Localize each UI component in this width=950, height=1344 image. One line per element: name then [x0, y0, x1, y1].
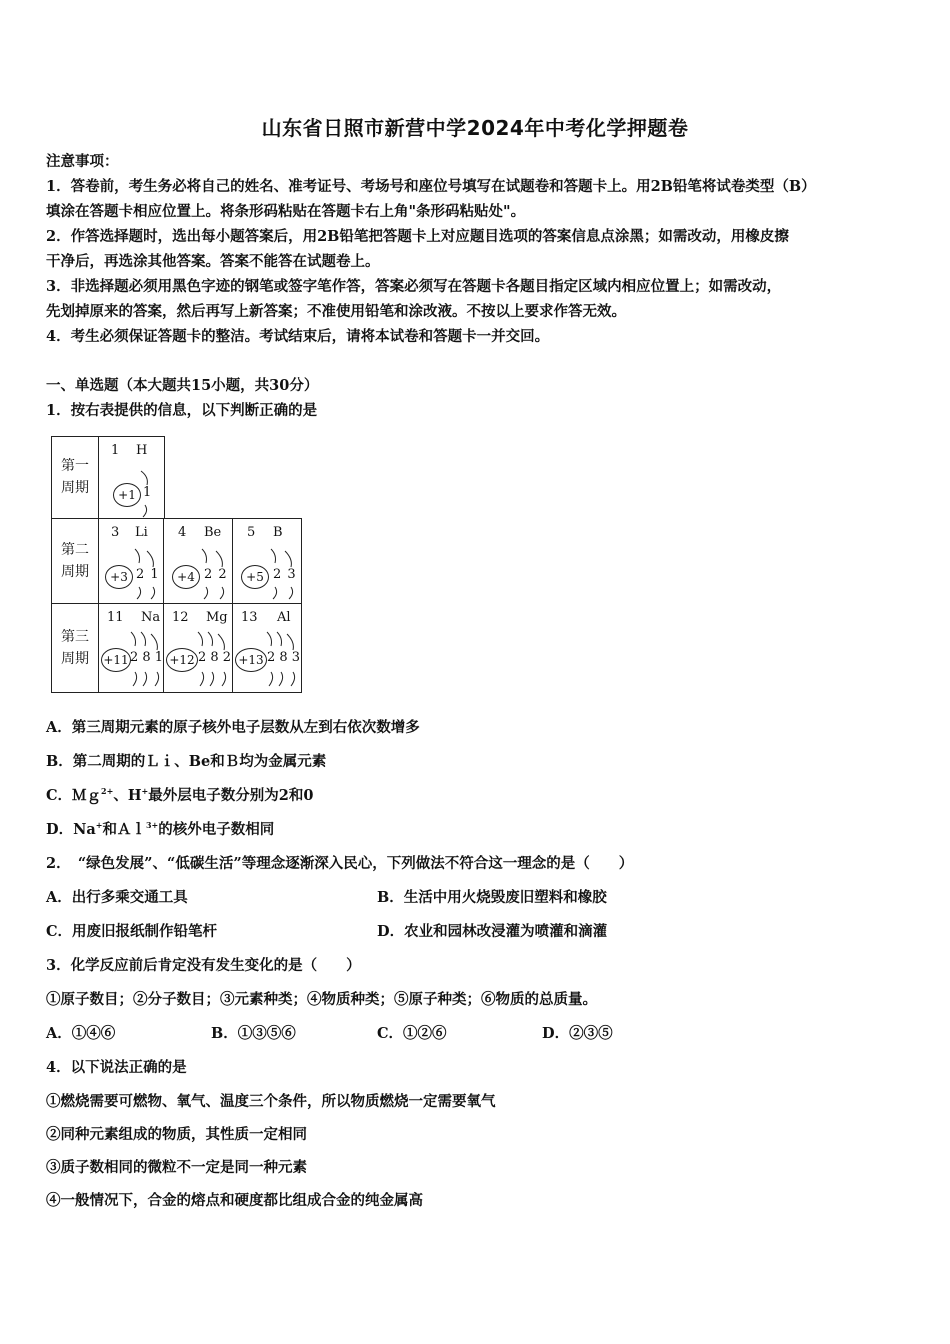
q2-option-b: B．生活中用火烧毁废旧塑料和橡胶: [377, 889, 607, 906]
question-3-items: ①原子数目；②分子数目；③元素种类；④物质种类；⑤原子种类；⑥物质的总质量。: [46, 991, 597, 1008]
electron-shells: 2 2: [204, 567, 228, 582]
element-symbol: Be: [204, 525, 222, 540]
element-cell-be: [163, 518, 234, 605]
q1-option-c: [46, 786, 313, 806]
notes-line: 填涂在答题卡相应位置上。将条形码粘贴在答题卡右上角"条形码粘贴处"。: [46, 203, 526, 220]
q2-option-d: D．农业和园林改浸灌为喷灌和滴灌: [377, 923, 608, 940]
option-text: 和Ａｌ: [102, 821, 146, 838]
element-cell-b: [232, 518, 302, 605]
q3-option-c: C．①②⑥: [377, 1025, 447, 1042]
element-cell-na: [98, 603, 165, 693]
notes-line: 1．答卷前，考生务必将自己的姓名、准考证号、考场号和座位号填写在试题卷和答题卡上。用2B铅笔将试卷类型（B）: [46, 178, 816, 195]
q1-option-a: A．第三周期元素的原子核外电子层数从左到右依次数增多: [46, 719, 420, 736]
electron-shells: 2 1: [136, 567, 160, 582]
q1-option-d: [46, 820, 274, 840]
period-label-cell: [51, 603, 100, 693]
electron-shell-arcs: [263, 628, 301, 690]
superscript: 3+: [145, 820, 159, 830]
element-cell-al: [232, 603, 302, 693]
superscript: +: [95, 820, 103, 830]
nucleus-charge: +1: [118, 488, 136, 502]
electron-shells: 2 3: [273, 567, 297, 582]
question-4-item: ④一般情况下，合金的熔点和硬度都比组成合金的纯金属高: [46, 1192, 423, 1209]
superscript: +: [141, 786, 149, 796]
question-4-stem: 4．以下说法正确的是: [46, 1059, 187, 1076]
question-4-item: ②同种元素组成的物质，其性质一定相同: [46, 1126, 307, 1143]
atomic-number: 12: [172, 610, 189, 625]
q2-option-c: C．用废旧报纸制作铅笔杆: [46, 923, 218, 940]
period-label: 第一 周期: [61, 458, 89, 496]
element-symbol: B: [273, 525, 283, 540]
exam-title: 山东省日照市新营中学2024年中考化学押题卷: [261, 116, 689, 140]
nucleus-charge: +13: [238, 653, 264, 667]
nucleus-charge: +5: [246, 570, 264, 584]
atomic-number: 1: [111, 443, 120, 458]
period-label: 第三 周期: [61, 629, 89, 667]
nucleus-circle: [105, 565, 133, 589]
electron-shell-arcs: [194, 628, 234, 690]
section-heading: 一、单选题（本大题共15小题，共30分）: [46, 377, 319, 394]
electron-shell-arcs: [267, 545, 299, 603]
element-symbol: Li: [135, 525, 148, 540]
notes-line: 4．考生必须保证答题卡的整洁。考试结束后，请将本试卷和答题卡一并交回。: [46, 328, 550, 345]
electron-shells: 1: [143, 485, 153, 500]
electron-shells: 2 8 3: [267, 650, 301, 665]
atomic-number: 4: [178, 525, 187, 540]
question-1-stem: 1．按右表提供的信息，以下判断正确的是: [46, 402, 318, 419]
notes-heading: 注意事项：: [46, 153, 119, 170]
electron-shells: 2 8 2: [198, 650, 232, 665]
element-symbol: Na: [141, 610, 161, 625]
question-2-stem: 2． “绿色发展”、“低碳生活”等理念逐渐深入民心，下列做法不符合这一理念的是（ ）: [46, 855, 634, 872]
element-symbol: H: [136, 443, 148, 458]
option-text: 的核外电子数相同: [158, 821, 275, 838]
electron-shell-arcs: [127, 628, 165, 690]
notes-line: 3．非选择题必须用黑色字迹的钢笔或签字笔作答，答案必须写在答题卡各题目指定区域内相应位置上；如需改动，: [46, 278, 782, 295]
superscript: 2+: [101, 786, 114, 796]
atomic-number: 5: [247, 525, 256, 540]
q3-option-d: D．②③⑤: [542, 1025, 613, 1042]
option-text: C．Ｍｇ: [46, 787, 102, 804]
option-text: 最外层电子数分别为2和0: [148, 787, 314, 804]
q3-option-a: A．①④⑥: [46, 1025, 116, 1042]
q3-option-b: B．①③⑤⑥: [211, 1025, 296, 1042]
nucleus-charge: +12: [169, 653, 195, 667]
element-symbol: Al: [277, 610, 291, 625]
nucleus-charge: +11: [103, 653, 129, 667]
electron-shell-arcs: [137, 467, 157, 519]
period-label-cell: [51, 518, 100, 605]
atomic-number: 13: [241, 610, 258, 625]
option-text: D．Na: [46, 821, 96, 838]
electron-shell-arcs: [198, 545, 230, 603]
question-4-item: ③质子数相同的微粒不一定是同一种元素: [46, 1159, 307, 1176]
notes-line: 先划掉原来的答案，然后再写上新答案；不准使用铅笔和涂改液。不按以上要求作答无效。: [46, 303, 626, 320]
notes-line: 干净后，再选涂其他答案。答案不能答在试题卷上。: [46, 253, 380, 270]
electron-shells: 2 8 1: [130, 650, 164, 665]
nucleus-charge: +3: [110, 570, 128, 584]
atomic-number: 3: [111, 525, 120, 540]
element-cell-h: [98, 436, 165, 520]
element-cell-li: [98, 518, 165, 605]
period-label: 第二 周期: [61, 542, 89, 580]
q1-option-b: B．第二周期的Ｌｉ、Be和Ｂ均为金属元素: [46, 753, 327, 770]
question-4-item: ①燃烧需要可燃物、氧气、温度三个条件，所以物质燃烧一定需要氧气: [46, 1093, 496, 1110]
element-cell-mg: [163, 603, 234, 693]
nucleus-circle: [172, 565, 200, 589]
nucleus-circle: [241, 565, 269, 589]
q2-option-a: A．出行多乘交通工具: [46, 889, 188, 906]
atomic-number: 11: [107, 610, 124, 625]
question-3-stem: 3．化学反应前后肯定没有发生变化的是（ ）: [46, 957, 361, 974]
option-text: 、H: [113, 787, 142, 804]
nucleus-charge: +4: [177, 570, 195, 584]
period-label-cell: [51, 436, 100, 520]
electron-shell-arcs: [131, 545, 161, 603]
element-symbol: Mg: [206, 610, 228, 625]
notes-line: 2．作答选择题时，选出每小题答案后，用2B铅笔把答题卡上对应题目选项的答案信息点涂黑；如需改动，用橡皮擦: [46, 228, 789, 245]
